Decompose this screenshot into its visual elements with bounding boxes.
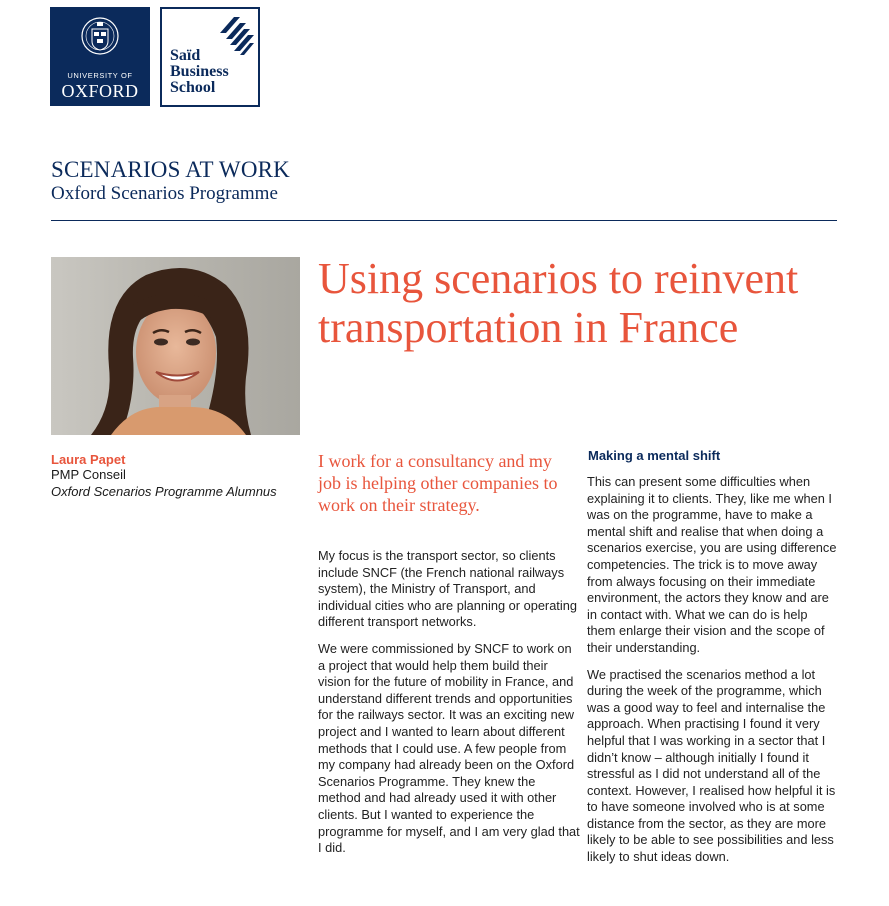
oxford-crest-icon [80,16,120,60]
said-logo-text [170,48,229,96]
said-logo-line1: Saïd [170,47,201,64]
said-logo-line2: Business [170,63,229,80]
said-logo-line3: School [170,79,216,96]
section-heading: Making a mental shift [588,448,721,463]
column2-paragraph-2: We practised the scenarios method a lot during the week of the programme, which was a good way to feel and internalise the approach. When practising I found it very helpful that I was working in a sector that I didn’t know – although initially I found it stressful as I did not understand all of the context. However, I realised how helpful it is to have someone involved who is at some distance from the sector, as they are more likely to be able to see possibilities and less likely to shut ideas down. [587,666,836,865]
article-headline: Using scenarios to reinvent transportation in France [318,254,799,352]
person-organisation: PMP Conseil [51,467,126,482]
pull-quote: I work for a consultancy and my job is helping other companies to work on their strategy. [318,451,558,515]
said-business-school-logo [160,7,260,107]
oxford-logo-line1: UNIVERSITY OF [67,71,133,80]
oxford-logo-line2: OXFORD [61,81,139,101]
portrait-photo [51,257,300,435]
header-divider [51,220,837,221]
series-title: SCENARIOS AT WORK [51,157,290,182]
column1-paragraph-1: My focus is the transport sector, so clients include SNCF (the French national railways system), the Ministry of Transport, and individual cities who are planning or operating different transport networks. [318,548,577,630]
oxford-university-logo [50,7,150,106]
person-name: Laura Papet [51,452,126,467]
article-column-2 [587,474,839,876]
person-role: Oxford Scenarios Programme Alumnus [51,484,277,499]
article-column-1 [318,548,580,867]
series-subtitle: Oxford Scenarios Programme [51,183,278,204]
column2-paragraph-1: This can present some difficulties when explaining it to clients. They, like me when I was on the programme, have to make a mental shift and realise that when doing a scenarios exercise, you are using difference competencies. The trick is to move away from always focusing on their immediate environment, the actors they know and are in contact with. What we can do is help them enlarge their vision and the scope of their understanding. [587,474,837,655]
column1-paragraph-2: We were commissioned by SNCF to work on a project that would help them build their vision for the future of mobility in France, and understand different trends and opportunities for the railways sector. It was an exciting new project and I wanted to learn about different methods that I could use. A few people from my company had already been on the Oxford Scenarios Programme. They knew the method and had already used it with other clients. But I wanted to experience the programme for myself, and I am very glad that I did. [318,640,580,856]
